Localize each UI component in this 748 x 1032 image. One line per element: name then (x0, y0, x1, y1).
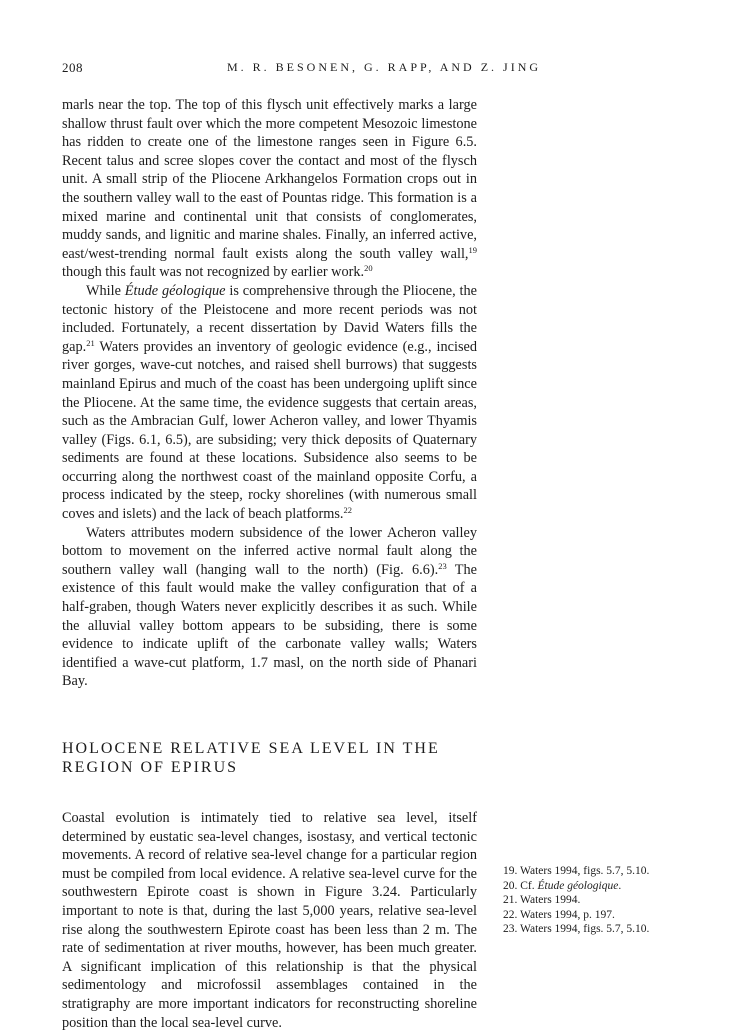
paragraph-3-text-b: The existence of this fault would make the valley configuration that of a half-graben, though Waters never explicitly describes it as such. While the alluvial valley bottom appears to be subsiding, there is some evidence to indicate uplift of the carbonate valley walls; Waters identified a wave-cut platform, 1.7 masl, on the north side of Phanari Bay. (62, 561, 478, 690)
footnote-23 (503, 922, 723, 937)
footnote-ref-20: 20 (364, 263, 373, 274)
footnote-text: Waters 1994. (517, 894, 581, 907)
footnote-number: 23. (503, 923, 518, 936)
footnote-text: Waters 1994, figs. 5.7, 5.10. (517, 865, 650, 877)
page-number: 208 (62, 60, 83, 75)
paragraph-1-text-a: marls near the top. The top of this flysch unit effectively marks a large shallow thrust fault over which the more competent Mesozoic limestone has ridden to create one of the limestone ranges seen in Figure 6.5. Recent talus and scree slopes cover the contact and most of the flysch unit. A small strip of the Pliocene Arkhangelos Formation crops out in the southern valley wall to the east of Pountas ridge. This formation is a mixed marine and continental unit that consists of conglomerates, muddy sands, and lignitic and marine shales. Finally, an inferred active, east/west-trending normal fault exists along the south valley wall, (62, 97, 477, 262)
section-heading: HOLOCENE RELATIVE SEA LEVEL IN THE REGION OF EPIRUS (62, 740, 440, 776)
footnote-ref-21: 21 (86, 337, 95, 348)
paragraph-3-text-a: Waters attributes modern subsidence of the lower Acheron valley bottom to movement on the inferred active normal fault along the southern valley wall (hanging wall to the north) (Fig. 6.6). (62, 524, 477, 578)
footnotes (503, 864, 723, 937)
running-head: M. R. BESONEN, G. RAPP, AND Z. JING (227, 60, 542, 74)
paragraph-1-text-b: though this fault was not recognized by earlier work. (62, 264, 365, 281)
footnote-text: Waters 1994, p. 197. (517, 908, 615, 921)
paragraph-2-italic-title: Étude géologique (124, 282, 226, 299)
footnote-ref-19: 19 (468, 244, 477, 255)
paragraph-2 (62, 282, 477, 524)
paragraph-4: Coastal evolution is intimately tied to relative sea level, itself determined by eustatic sea-level changes, isostasy, and vertical tectonic movements. A record of relative sea-level change for a particular region must be compiled from local evidence. A relative sea-level curve for the southwestern Epirote coast is shown in Figure 3.24. Particularly important to note is that, during the last 5,000 years, relative sea-level rise along the southwestern Epirote coast has been less than 2 m. The rate of sedimentation at river mouths, however, has been much greater. A significant implication of this relationship is that the physical sedimentology and microfossil assemblages contained in the stratigraphy are more important indicators for reconstructing shoreline position than the local sea-level curve. (62, 810, 477, 1031)
footnote-number: 21. (503, 894, 518, 907)
paragraph-2-text-c: Waters provides an inventory of geologic evidence (e.g., incised river gorges, wave-cut notches, and raised shell burrows) that suggests mainland Epirus and much of the coast has been undergoing uplift since the Pliocene. At the same time, the evidence suggests that certain areas, such as the Ambracian Gulf, lower Acheron valley, and lower Thyamis valley (Figs. 6.1, 6.5), are subsiding; very thick deposits of Quaternary sediments are found at these locations. Subsidence also seems to be occurring along the northwest coast of the mainland opposite Corfu, a process indicated by the steep, rocky shorelines (with numerous small coves and islets) and the lack of beach platforms. (62, 338, 477, 523)
footnote-text: Cf. (517, 879, 538, 892)
footnote-ref-22: 22 (343, 505, 352, 516)
footnote-ref-23: 23 (438, 560, 447, 571)
paragraph-3 (62, 524, 477, 691)
footnote-number: 19. (503, 865, 518, 877)
paragraph-2-text-a: While (86, 282, 125, 299)
main-text-column (62, 96, 477, 1032)
footnote-text: Waters 1994, figs. 5.7, 5.10. (517, 923, 650, 936)
footnote-text-after: . (618, 879, 622, 892)
paragraph-2-text-b: is comprehensive through the Pliocene, the tectonic history of the Pleistocene and more recent periods was not included. Fortunately, a recent dissertation by David Waters fills the gap. (62, 282, 477, 355)
paragraph-1 (62, 96, 477, 282)
footnote-19 (503, 864, 723, 879)
footnote-22 (503, 908, 723, 923)
footnote-20 (503, 879, 723, 894)
footnote-21 (503, 893, 723, 908)
footnote-italic-title: Étude géologique (537, 879, 619, 892)
footnote-number: 20. (503, 879, 518, 892)
footnote-number: 22. (503, 908, 518, 921)
